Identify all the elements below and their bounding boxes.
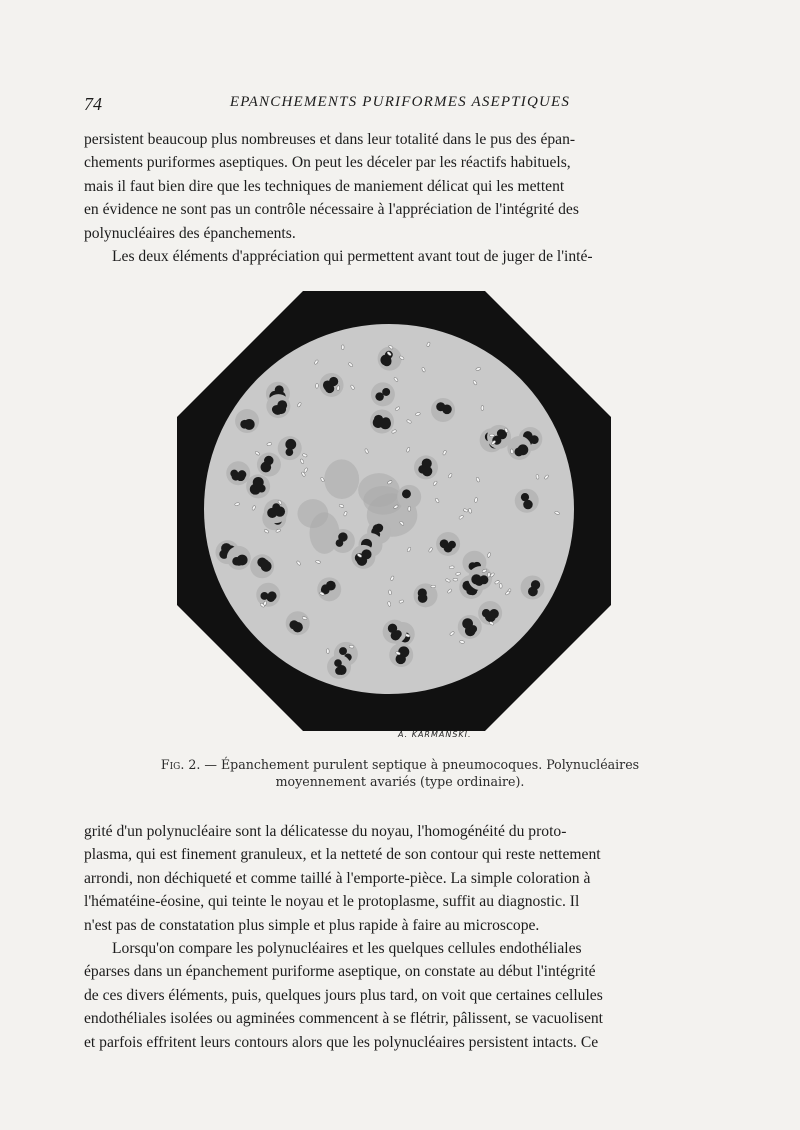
body-text-bottom (84, 820, 708, 1054)
text-line: Les deux éléments d'appréciation qui permettent avant tout de juger de l'inté- (112, 248, 593, 266)
polynuclear-cell (317, 577, 341, 601)
polynuclear-cell (264, 499, 288, 523)
text-line: n'est pas de constatation plus simple et plus rapide à faire au microscope. (84, 916, 540, 934)
text-line: persistent beaucoup plus nombreuses et dans leur totalité dans le pus des épan- (84, 131, 576, 148)
polynuclear-cell (246, 474, 270, 498)
polynuclear-cell (227, 546, 251, 570)
running-title: EPANCHEMENTS PURIFORMES ASEPTIQUES (229, 94, 571, 110)
polynuclear-cell (371, 382, 395, 406)
polynuclear-cell (507, 436, 531, 460)
polynuclear-cell (286, 611, 310, 635)
coccus (489, 434, 494, 437)
polynuclear-cell (378, 347, 402, 371)
polynuclear-cell (458, 615, 482, 639)
coccus (449, 566, 454, 569)
text-line: de ces divers éléments, puis, quelques jours plus tard, on voit que certaines cellules (84, 986, 603, 1004)
coccus (481, 406, 484, 411)
micrograph-illustration (175, 289, 613, 733)
polynuclear-cell (250, 554, 274, 578)
artist-signature: A. KARMANSKI. (398, 730, 472, 739)
coccus (510, 449, 513, 454)
text-line: chements puriformes aseptiques. On peut les déceler par les réactifs habituels, (84, 154, 571, 172)
coccus (487, 572, 490, 577)
text-line: arrondi, non déchiqueté et comme taillé à l'emporte-pièce. La simple coloration à (84, 869, 591, 887)
polynuclear-cell (256, 583, 280, 607)
coccus (453, 578, 458, 581)
text-line: grité d'un polynucléaire sont la délicatesse du noyau, l'homogénéité du proto- (84, 823, 567, 840)
figure-caption (140, 756, 660, 790)
polynuclear-cell (515, 489, 539, 513)
polynuclear-cell (431, 398, 455, 422)
polynuclear-cell (397, 485, 421, 509)
text-line: mais il faut bien dire que les techniques de maniement délicat qui les mettent (84, 177, 565, 195)
polynuclear-cell (351, 545, 375, 569)
polynuclear-cell (383, 620, 407, 644)
coccus (326, 649, 329, 654)
text-line: et parfois effritent leurs contours alors que les polynucléaires persistent intacts. Ce (84, 1033, 599, 1051)
polynuclear-cell (521, 575, 545, 599)
coccus (408, 506, 411, 511)
figure-micrograph (175, 289, 613, 733)
polynuclear-cell (327, 655, 351, 679)
text-line: polynucléaires des épanchements. (84, 224, 296, 242)
pale-cell (324, 459, 359, 499)
polynuclear-cell (370, 409, 394, 433)
polynuclear-cell (278, 436, 302, 460)
text-line: Lorsqu'on compare les polynucléaires et les quelques cellules endothéliales (112, 940, 582, 958)
polynuclear-cell (487, 425, 511, 449)
text-line: l'hématéine-éosine, qui teinte le noyau et le protoplasme, suffit au diagnostic. Il (84, 893, 580, 911)
body-text-top (84, 128, 708, 268)
text-line: plasma, qui est finement granuleux, et la netteté de son contour qui reste nettement (84, 846, 601, 864)
polynuclear-cell (235, 409, 259, 433)
polynuclear-cell (257, 453, 281, 477)
caption-label: Fig. 2. (160, 757, 201, 772)
polynuclear-cell (436, 532, 460, 556)
coccus (341, 345, 344, 350)
coccus (431, 585, 436, 588)
page-number: 74 (84, 94, 102, 114)
polynuclear-cell (389, 643, 413, 667)
caption-text: — Épanchement purulent septique à pneumocoques. Polynucléaires moyennement avariés (type ordinaire). (204, 757, 640, 789)
polynuclear-cell (266, 394, 290, 418)
coccus (316, 383, 319, 388)
text-line: en évidence ne sont pas un contrôle nécessaire à l'appréciation de l'intégrité des (84, 201, 579, 219)
coccus (499, 583, 502, 588)
polynuclear-cell (226, 461, 250, 485)
polynuclear-cell (414, 455, 438, 479)
polynuclear-cell (331, 529, 355, 553)
polynuclear-cell (320, 373, 344, 397)
text-line: éparses dans un épanchement puriforme aseptique, on constate au début l'intégrité (84, 963, 596, 981)
text-line: endothéliales isolées ou agminées commencent à se flétrir, pâlissent, se vacuolisent (84, 1010, 604, 1028)
coccus (349, 645, 354, 648)
polynuclear-cell (468, 566, 492, 590)
